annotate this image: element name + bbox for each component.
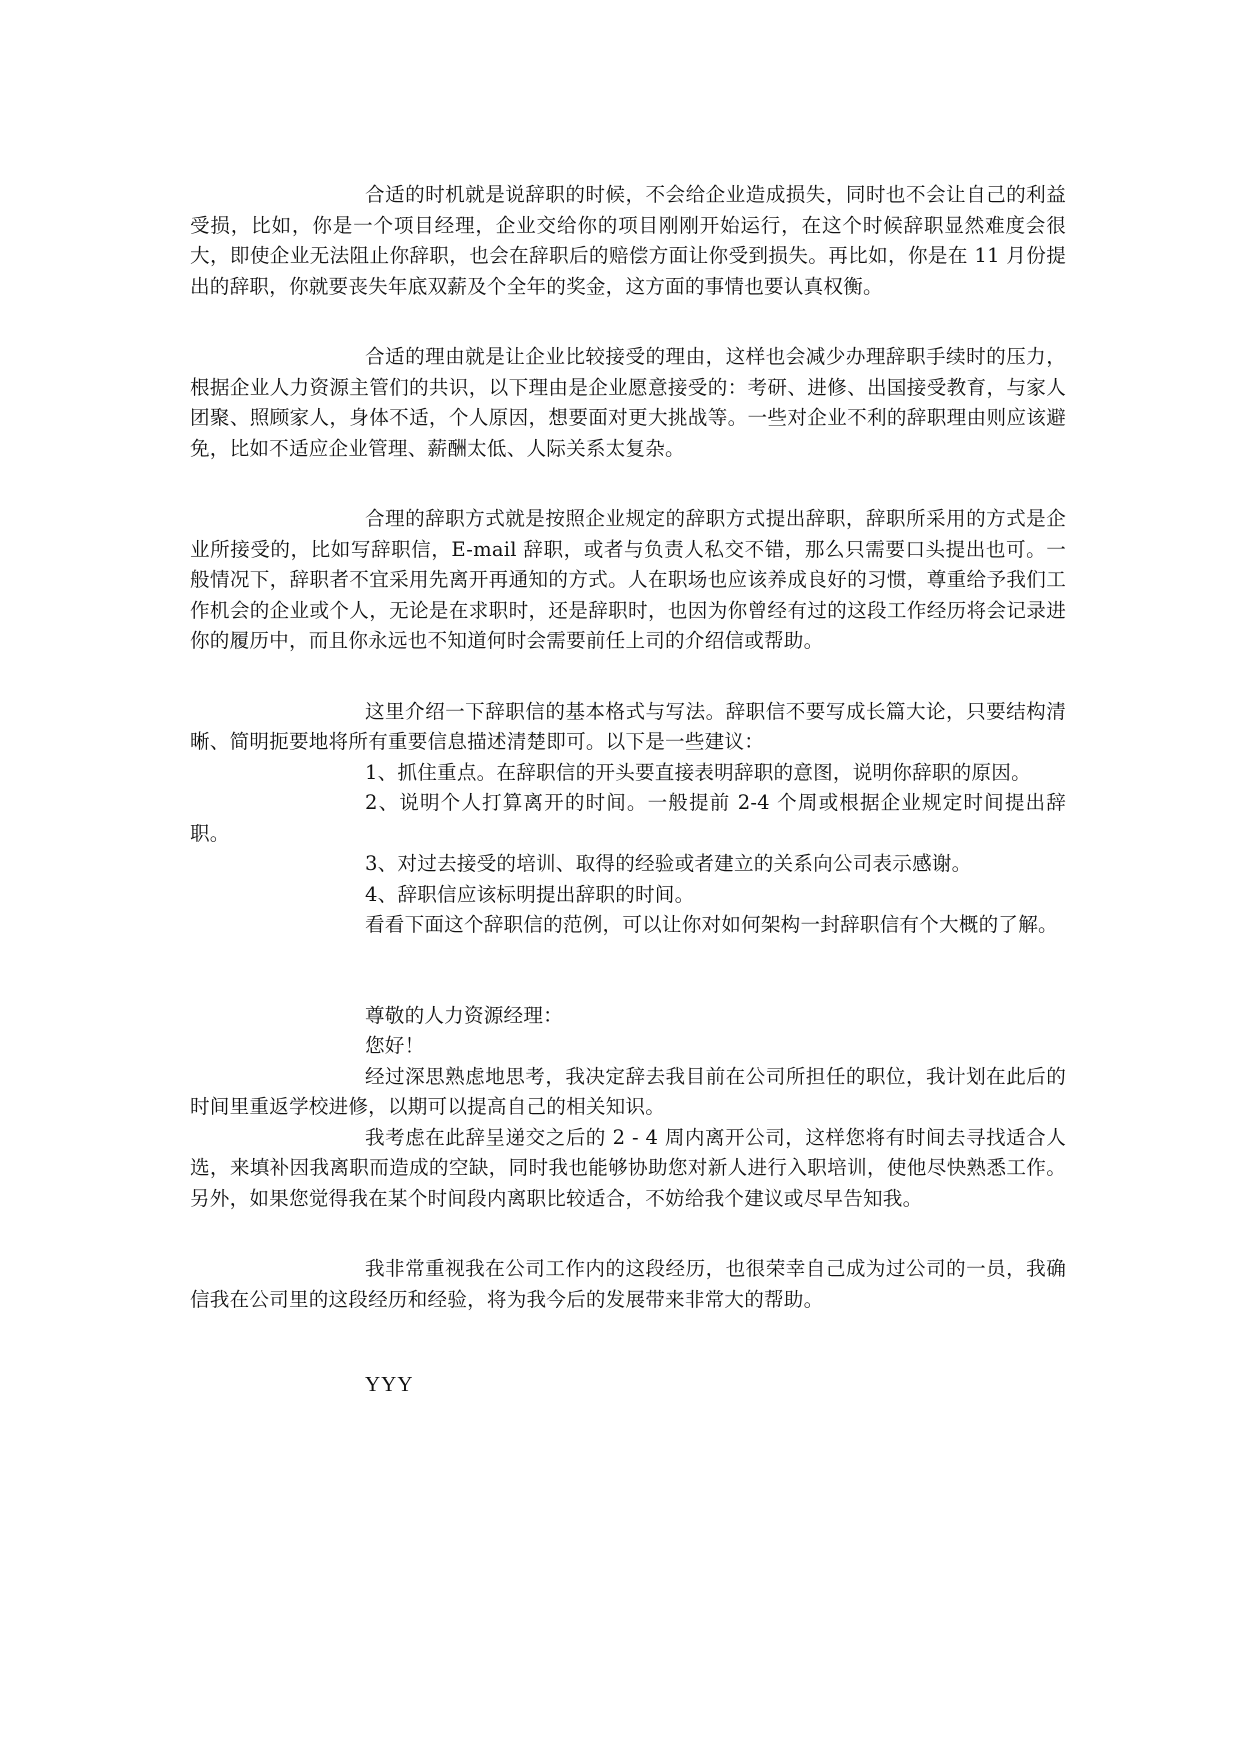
paragraph-reason: 合适的理由就是让企业比较接受的理由，这样也会减少办理辞职手续时的压力，根据企业人力资源主管们的共识，以下理由是企业愿意接受的：考研、进修、出国接受教育，与家人团聚、照顾家人，身体不适，个人原因，想要面对更大挑战等。一些对企业不利的辞职理由则应该避免，比如不适应企业管理、薪酬太低、人际关系太复杂。 — [190, 345, 1066, 460]
paragraph-example-intro: 看看下面这个辞职信的范例，可以让你对如何架构一封辞职信有个大概的了解。 — [365, 913, 1058, 936]
letter-closing: 我非常重视我在公司工作内的这段经历，也很荣幸自己成为过公司的一员，我确信我在公司里的这段经历和经验，将为我今后的发展带来非常大的帮助。 — [190, 1257, 1066, 1311]
letter-greeting: 您好！ — [365, 1034, 425, 1057]
paragraph-method: 合理的辞职方式就是按照企业规定的辞职方式提出辞职，辞职所采用的方式是企业所接受的，比如写辞职信，E-mail 辞职，或者与负责人私交不错，那么只需要口头提出也可。一般情况下，辞职者不宜采用先离开再通知的方式。人在职场也应该养成良好的习惯，尊重给予我们工作机会的企业或个人，无论是在求职时，还是辞职时，也因为你曾经有过的这段工作经历将会记录进你的履历中，而且你永远也不知道何时会需要前任上司的介绍信或帮助。 — [190, 507, 1066, 652]
tip-item: 1、抓住重点。在辞职信的开头要直接表明辞职的意图，说明你辞职的原因。 — [365, 760, 1031, 784]
paragraph-timing: 合适的时机就是说辞职的时候，不会给企业造成损失，同时也不会让自己的利益受损，比如，你是一个项目经理，企业交给你的项目刚刚开始运行，在这个时候辞职显然难度会很大，即使企业无法阻止你辞职，也会在辞职后的赔偿方面让你受到损失。再比如，你是在 11 月份提出的辞职，你就要丧失年底双薪及个全年的奖金，这方面的事情也要认真权衡。 — [190, 183, 1066, 298]
paragraph-format-intro: 这里介绍一下辞职信的基本格式与写法。辞职信不要写成长篇大论，只要结构清晰、简明扼要地将所有重要信息描述清楚即可。以下是一些建议： — [190, 699, 1066, 753]
tip-item: 2、说明个人打算离开的时间。一般提前 2-4 个周或根据企业规定时间提出辞职。 — [190, 791, 1066, 845]
tip-item: 4、辞职信应该标明提出辞职的时间。 — [365, 882, 695, 906]
letter-body-paragraph: 我考虑在此辞呈递交之后的 2 - 4 周内离开公司，这样您将有时间去寻找适合人选，来填补因我离职而造成的空缺，同时我也能够协助您对新人进行入职培训，使他尽快熟悉工作。另外，如果您觉得我在某个时间段内离职比较适合，不妨给我个建议或尽早告知我。 — [190, 1125, 1066, 1210]
document-page — [190, 180, 1066, 1400]
letter-signature: YYY — [365, 1372, 414, 1396]
letter-body-paragraph: 经过深思熟虑地思考，我决定辞去我目前在公司所担任的职位，我计划在此后的时间里重返学校进修，以期可以提高自己的相关知识。 — [190, 1064, 1066, 1118]
tip-item: 3、对过去接受的培训、取得的经验或者建立的关系向公司表示感谢。 — [365, 852, 972, 875]
letter-salutation: 尊敬的人力资源经理： — [365, 1003, 563, 1027]
